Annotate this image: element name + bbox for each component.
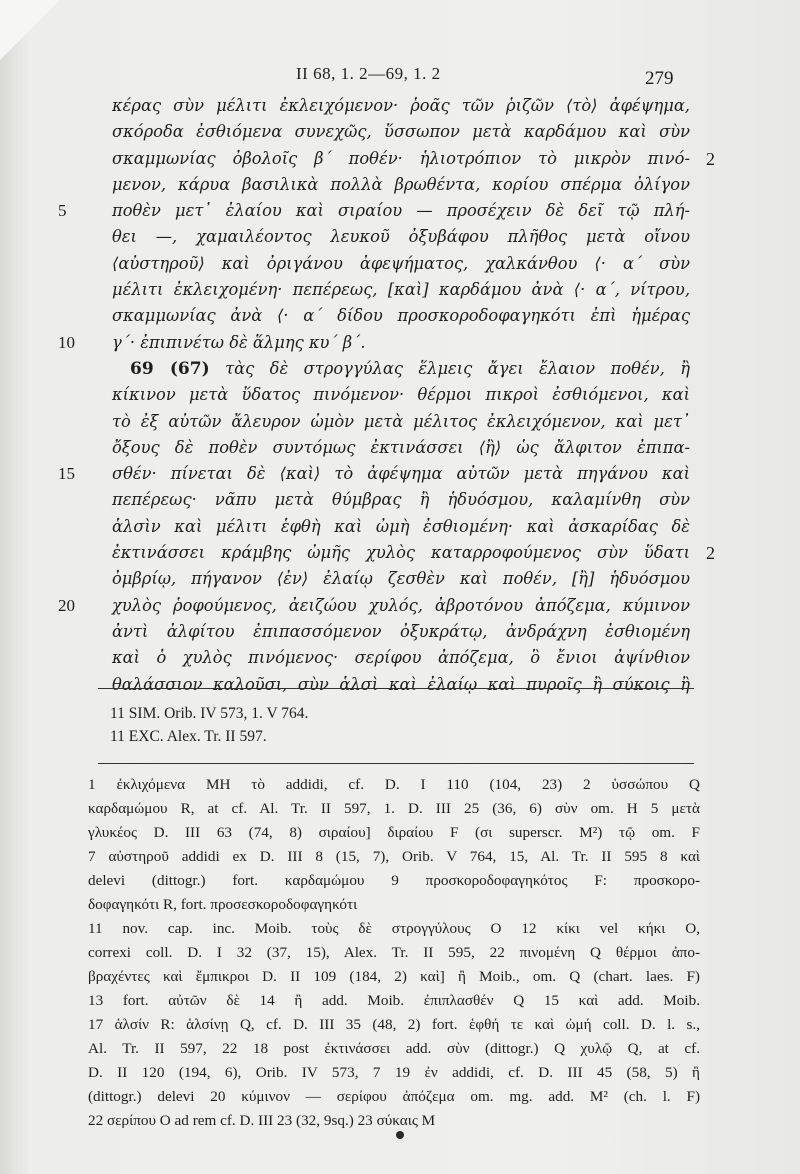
apparatus-line: delevi (dittogr.) fort. καρδαμώμου 9 προσκοροδοφαγηκότος F: προσκορο- [88, 872, 700, 889]
apparatus-line: correxi coll. D. I 32 (37, 15), Alex. Tr. II 595, 22 πινομένη Q θέρμοι ἀπο- [88, 944, 700, 961]
testimonia-line: 11 SIM. Orib. IV 573, 1. V 764. [110, 705, 309, 722]
running-head: II 68, 1. 2—69, 1. 2 [296, 64, 441, 83]
text-line-content: κίκινον μετὰ ὕδατος πινόμενον· θέρμοι πικροὶ ἐσθιόμενοι, καὶ [112, 385, 690, 405]
apparatus-line: καρδαμώμου R, at cf. Al. Tr. II 597, 1. D. III 25 (36, 6) σὺν om. H 5 μετὰ [88, 800, 700, 817]
text-line-content: ⟨αὐστηροῦ⟩ καὶ ὀριγάνου ἀφεψήματος, χαλκάνθου ⟨· α΄ σὺν [112, 253, 690, 273]
text-line [0, 645, 800, 671]
apparatus-line: δοφαγηκότι R, fort. προσεσκοροδοφαγηκότι [88, 896, 358, 913]
page-corner-fold [0, 0, 60, 60]
text-line-content: θαλάσσιον καλοῦσι, σὺν ἁλσὶ καὶ ἐλαίῳ καὶ πυροῖς ἢ σύκοις ἢ [112, 674, 690, 694]
page-header [0, 62, 800, 92]
text-line-content: πεπέρεως· νᾶπυ μετὰ θύμβρας ἢ ἡδυόσμου, καλαμίνθη σὺν [112, 490, 690, 510]
text-line-content: σκαμμωνίας ἀνὰ ⟨· α΄ δίδου προσκοροδοφαγηκότι ἐπὶ ἡμέρας [112, 306, 690, 326]
apparatus-line: Al. Tr. II 597, 22 18 post ἐκτινάσσει add. σὺν (dittogr.) Q χυλῷ Q, at cf. [88, 1040, 700, 1057]
text-line-content: μέλιτι ἐκλειχομένη· πεπέρεως, [καὶ] καρδάμου ἀνὰ ⟨· α΄, νίτρου, [112, 280, 690, 300]
divider-rule [98, 763, 694, 764]
text-line-content: θει —, χαμαιλέοντος λευκοῦ ὀξυβάφου πλῆθος μετὰ οἴνου [112, 227, 690, 247]
apparatus-line: 17 ἁλσίν R: ἁλσίνῃ Q, cf. D. III 35 (48, 2) fort. ἑφθή τε καὶ ὠμή coll. D. l. s., [88, 1016, 700, 1033]
main-text [0, 93, 800, 698]
apparatus-line: D. II 120 (194, 6), Orib. IV 573, 7 19 ἐν addidi, cf. D. III 45 (58, 5) ἢ [88, 1064, 700, 1081]
text-line [0, 303, 800, 329]
text-line [0, 277, 800, 303]
line-number: 20 [58, 595, 75, 615]
text-line [0, 487, 800, 513]
line-number: 15 [58, 464, 75, 484]
chapter-number: 69 (67) [130, 358, 210, 379]
text-line-content: ποθὲν μετ᾿ ἐλαίου καὶ σιραίου — προσέχειν δὲ δεῖ τῷ πλή- [112, 201, 690, 221]
line-number: 5 [58, 201, 67, 221]
margin-number: 2 [706, 148, 715, 169]
text-line-content: ὀμβρίῳ, πήγανον ⟨ἐν⟩ ἐλαίῳ ζεσθὲν καὶ ποθέν, [ἢ] ἡδυόσμου [112, 569, 690, 589]
text-line-content: ὄξους δὲ ποθὲν συντόμως ἐκτινάσσει ⟨ἢ⟩ ὡς ἄλφιτον ἐπιπα- [112, 437, 690, 457]
text-line [0, 119, 800, 145]
printer-mark [396, 1131, 404, 1139]
text-line-content: καὶ ὁ χυλὸς πινόμενος· σερίφου ἀπόζεμα, ὃ ἔνιοι ἀψίνθιον [112, 648, 690, 668]
text-line-content [130, 356, 690, 382]
text-line-content: ἀντὶ ἀλφίτου ἐπιπασσόμενον ὀξυκράτῳ, ἀνδράχνη ἐσθιομένη [112, 621, 690, 641]
text-line [0, 356, 800, 382]
text-line-content: σκόροδα ἐσθιόμενα συνεχῶς, ὕσσωπον μετὰ καρδάμου καὶ σὺν [112, 122, 690, 142]
text-line [0, 514, 800, 540]
text-line-content: ἐκτινάσσει κράμβης ὠμῆς χυλὸς καταρροφούμενος σὺν ὕδατι [112, 543, 690, 563]
apparatus-line: 11 nov. cap. inc. Moib. τοὺς δὲ στρογγύλους O 12 κίκι vel κήκι O, [88, 920, 700, 937]
text-line [0, 382, 800, 408]
text-line-content: σθέν· πίνεται δὲ ⟨καὶ⟩ τὸ ἀφέψημα αὐτῶν μετὰ πηγάνου καὶ [112, 464, 690, 484]
divider-rule [98, 688, 694, 689]
apparatus-line: (dittogr.) delevi 20 κύμινον — σερίφου ἀπόζεμα om. mg. add. M² (ch. l. F) [88, 1088, 700, 1105]
text-line-content: γ΄· ἐπιπινέτω δὲ ἅλμης κυ΄ β΄. [112, 332, 366, 352]
apparatus-line: 1 ἐκλιχόμενα MH τὸ addidi, cf. D. I 110 (104, 23) 2 ὑσσώπου Q [88, 776, 700, 793]
margin-number: 2 [706, 543, 715, 564]
text-line [0, 146, 800, 172]
text-line [0, 593, 800, 619]
text-line [0, 198, 800, 224]
text-line-content: σκαμμωνίας ὀβολοῖς β΄ ποθέν· ἡλιοτρόπιον τὸ μικρὸν πινό- [112, 148, 690, 168]
text-line [0, 672, 800, 698]
apparatus-line: 22 σερίπου O ad rem cf. D. III 23 (32, 9sq.) 23 σύκαις M [88, 1112, 436, 1129]
text-line [0, 224, 800, 250]
apparatus-line: βραχέντες καὶ ἔμπικροι D. II 109 (184, 2) καὶ] ἢ Moib., om. Q (chart. laes. F) [88, 968, 700, 985]
line-number: 10 [58, 332, 75, 352]
testimonia-line: 11 EXC. Alex. Tr. II 597. [110, 728, 267, 745]
text-line [0, 619, 800, 645]
text-line [0, 330, 800, 356]
apparatus-line: 13 fort. αὐτῶν δὲ 14 ἢ add. Moib. ἐπιπλασθέν Q 15 καὶ add. Moib. [88, 992, 700, 1009]
apparatus-line: γλυκέος D. III 63 (74, 8) σιραίου] διραίου F (σι superscr. M²) τῷ om. F [88, 824, 700, 841]
text-line [0, 93, 800, 119]
text-line-content: μενον, κάρυα βασιλικὰ πολλὰ βρωθέντα, κορίου σπέρμα ὀλίγον [112, 174, 690, 194]
chapter-text: τὰς δὲ στρογγύλας ἕλμεις ἄγει ἔλαιον ποθέν, ἢ [209, 358, 690, 378]
text-line [0, 435, 800, 461]
page-number: 279 [645, 68, 674, 89]
text-line [0, 172, 800, 198]
text-line-content: τὸ ἐξ αὐτῶν ἄλευρον ὠμὸν μετὰ μέλιτος ἐκλειχόμενον, καὶ μετ᾿ [112, 411, 690, 431]
apparatus-line: 7 αὐστηροῦ addidi ex D. III 8 (15, 7), Orib. V 764, 15, Al. Tr. II 595 8 καὶ [88, 848, 700, 865]
text-line [0, 566, 800, 592]
text-line [0, 540, 800, 566]
text-line [0, 409, 800, 435]
text-line-content: κέρας σὺν μέλιτι ἐκλειχόμενον· ῥοᾶς τῶν ῥιζῶν ⟨τὸ⟩ ἀφέψημα, [112, 96, 690, 115]
testimonia-block [110, 702, 690, 748]
critical-apparatus [88, 773, 700, 1133]
text-line-content: ἁλσὶν καὶ μέλιτι ἑφθὴ καὶ ὠμὴ ἐσθιομένη· καὶ ἀσκαρίδας δὲ [112, 516, 690, 536]
text-line [0, 251, 800, 277]
text-line [0, 461, 800, 487]
text-line-content: χυλὸς ῥοφούμενος, ἀειζώου χυλός, ἀβροτόνου ἀπόζεμα, κύμινον [112, 595, 690, 615]
